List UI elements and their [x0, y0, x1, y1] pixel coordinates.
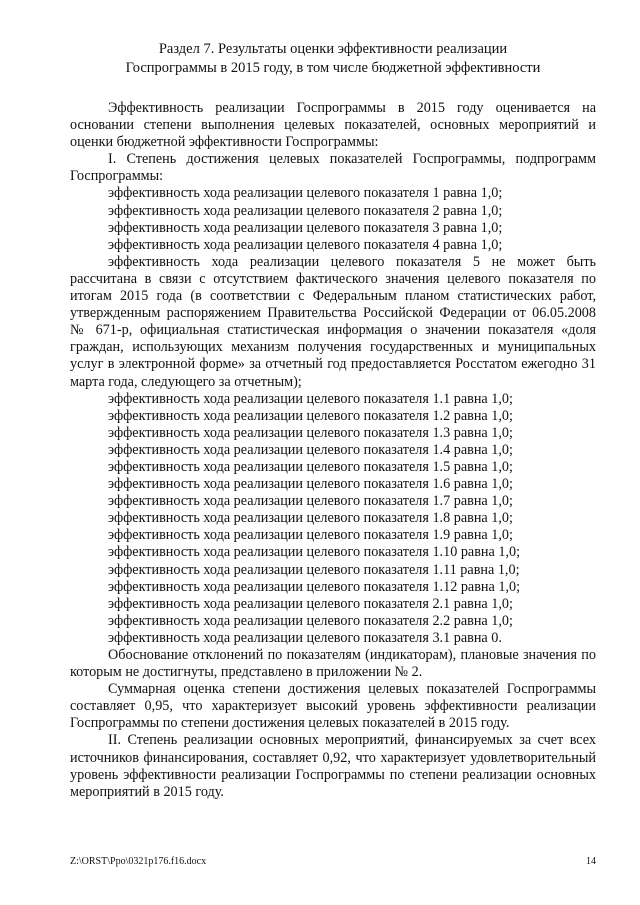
list-item: эффективность хода реализации целевого показателя 1.2 равна 1,0;: [108, 407, 513, 424]
list-item: эффективность хода реализации целевого показателя 3.1 равна 0.: [108, 629, 502, 646]
list-item: эффективность хода реализации целевого показателя 1.9 равна 1,0;: [108, 527, 513, 544]
list-item: эффективность хода реализации целевого показателя 1.8 равна 1,0;: [108, 510, 513, 527]
page-number: 14: [586, 856, 596, 867]
title-line-1: Раздел 7. Результаты оценки эффективности реализации: [158, 41, 508, 57]
list-item: эффективность хода реализации целевого показателя 1.6 равна 1,0;: [108, 476, 513, 493]
list-item: эффективность хода реализации целевого показателя 1.3 равна 1,0;: [108, 424, 513, 441]
document-page: [70, 40, 596, 801]
list-item: эффективность хода реализации целевого показателя 1.5 равна 1,0;: [108, 458, 513, 475]
list-item: эффективность хода реализации целевого показателя 2.1 равна 1,0;: [108, 595, 513, 612]
section-title: [70, 40, 596, 78]
title-line-2: Госпрограммы в 2015 году, в том числе бюджетной эффективности: [125, 60, 541, 76]
document-body: [70, 100, 596, 801]
intro-paragraph: Эффективность реализации Госпрограммы в 2015 году оценивается на основании степени выполнения целевых показателей, основных мероприятий и оценки бюджетной эффективности Госпрограммы:: [70, 100, 596, 151]
list-item: эффективность хода реализации целевого показателя 1.11 равна 1,0;: [108, 561, 520, 578]
summary-paragraph: Суммарная оценка степени достижения целевых показателей Госпрограммы составляет 0,95, что характеризует высокий уровень эффективности реализации Госпрограммы по степени достижения целевых показателей в 2015 году.: [70, 681, 596, 732]
list-item: эффективность хода реализации целевого показателя 2.2 равна 1,0;: [108, 612, 513, 629]
indicator-list-b: [70, 391, 596, 647]
list-item: эффективность хода реализации целевого показателя 2 равна 1,0;: [108, 202, 503, 219]
section-1-heading: I. Степень достижения целевых показателей Госпрограммы, подпрограмм Госпрограммы:: [70, 151, 596, 185]
file-path: Z:\ORST\Ppo\0321p176.f16.docx: [70, 856, 207, 867]
section-2-paragraph: II. Степень реализации основных мероприятий, финансируемых за счет всех источников финансирования, составляет 0,92, что характеризует удовлетворительный уровень эффективности реализации Госпрограммы по степени реализации основных мероприятий в 2015 году.: [70, 732, 596, 800]
list-item: эффективность хода реализации целевого показателя 1.1 равна 1,0;: [108, 390, 513, 407]
justification-paragraph: Обоснование отклонений по показателям (индикаторам), плановые значения по которым не достигнуты, представлено в приложении № 2.: [70, 647, 596, 681]
list-item: эффективность хода реализации целевого показателя 1.7 равна 1,0;: [108, 493, 513, 510]
indicator-list-a: [70, 185, 596, 253]
list-item: эффективность хода реализации целевого показателя 1.12 равна 1,0;: [108, 578, 521, 595]
list-item: эффективность хода реализации целевого показателя 4 равна 1,0;: [108, 236, 503, 253]
indicator-5-paragraph: эффективность хода реализации целевого показателя 5 не может быть рассчитана в связи с отсутствием фактического значения целевого показателя по итогам 2015 года (в соответствии с Федеральным планом статистических работ, утвержденным распоряжением Правительства Российской Федерации от 06.05.2008 № 671-р, официальная статистическая информация о значении показателя «доля граждан, использующих механизм получения государственных и муниципальных услуг в электронной форме» за отчетный год предоставляется Росстатом ежегодно 31 марта года, следующего за отчетным);: [70, 253, 596, 390]
list-item: эффективность хода реализации целевого показателя 3 равна 1,0;: [108, 219, 503, 236]
list-item: эффективность хода реализации целевого показателя 1 равна 1,0;: [108, 185, 503, 202]
list-item: эффективность хода реализации целевого показателя 1.4 равна 1,0;: [108, 441, 513, 458]
list-item: эффективность хода реализации целевого показателя 1.10 равна 1,0;: [108, 544, 521, 561]
